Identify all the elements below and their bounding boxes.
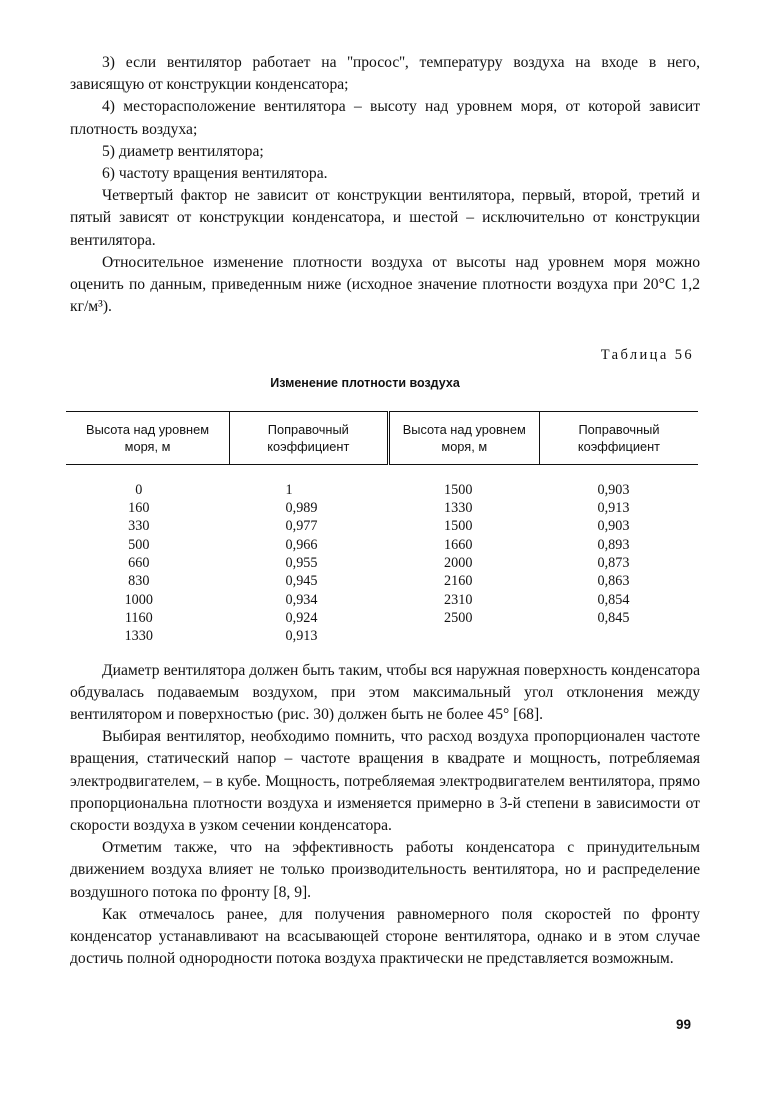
table-cell: 2160	[444, 573, 473, 590]
table-row	[66, 591, 698, 609]
table-cell: 0,945	[285, 573, 318, 590]
table-cell: 160	[128, 500, 150, 517]
header-coefficient-2: Поправочный коэффициент	[539, 411, 698, 464]
table-label: Таблица 56	[600, 347, 694, 364]
table-cell: 1330	[124, 628, 153, 645]
table-cell: 0,924	[285, 609, 318, 626]
header-coefficient-1: Поправочный коэффициент	[230, 411, 389, 464]
table-cell: 0,873	[597, 555, 630, 572]
table-cell: 830	[128, 573, 150, 590]
list-item-4	[70, 96, 700, 140]
list-item-text: диаметр вентилятора;	[118, 142, 264, 160]
table-cell: 2000	[444, 555, 473, 572]
table-cell: 1000	[124, 591, 153, 608]
table-body	[66, 464, 698, 645]
table-cell: 1	[285, 481, 293, 498]
list-item-number: 6)	[102, 165, 115, 183]
table-row	[66, 517, 698, 535]
table-row	[66, 464, 698, 499]
table-cell: 1500	[444, 481, 473, 498]
table-cell: 1660	[444, 536, 473, 553]
table-row	[66, 572, 698, 590]
density-table	[66, 411, 698, 646]
table-cell: 330	[128, 518, 150, 535]
table-caption: Изменение плотности воздуха	[270, 375, 460, 390]
page-content	[70, 52, 700, 970]
table-row	[66, 536, 698, 554]
list-item-text: месторасположение вентилятора – высоту над уровнем моря, от которой зависит плотность воздуха;	[70, 98, 701, 138]
table-cell: 0,977	[285, 518, 318, 535]
table-cell: 0,934	[285, 591, 318, 608]
table-cell: 660	[128, 555, 150, 572]
list-item-6	[70, 163, 700, 185]
table-cell: 0,903	[597, 518, 630, 535]
list-item-text: если вентилятор работает на ''просос'', температуру воздуха на входе в него, зависящую от конструкции конденсатора;	[70, 54, 700, 94]
table-cell	[539, 627, 698, 645]
list-item-number: 3)	[102, 54, 115, 71]
table-cell: 0	[135, 481, 143, 498]
table-cell: 2500	[444, 609, 473, 626]
page-number: 99	[676, 1017, 692, 1032]
table-cell: 2310	[444, 591, 473, 608]
table-cell: 0,893	[597, 536, 630, 553]
table-cell: 1330	[444, 500, 473, 517]
list-item-number: 5)	[102, 142, 115, 160]
paragraph-uniform: Как отмечалось ранее, для получения равномерного поля скоростей по фронту конденсатор устанавливают на всасывающей стороне вентилятора, однако и в этом случае достичь полной однородности потока воздуха практически не представляется возможным.	[70, 905, 700, 968]
table-cell: 1160	[124, 609, 153, 626]
table-cell: 0,863	[597, 573, 630, 590]
table-cell: 0,955	[285, 555, 318, 572]
paragraph-diameter: Диаметр вентилятора должен быть таким, чтобы вся наружная поверхность конденсатора обдувалась подаваемым воздухом, при этом максимальный угол отклонения между вентилятором и поверхностью (рис. 30) должен быть не более 45° [68].	[70, 661, 700, 723]
list-item-5	[70, 141, 700, 163]
table-cell: 1500	[444, 518, 473, 535]
table-cell	[388, 627, 539, 645]
table-cell: 0,845	[597, 609, 630, 626]
table-cell: 0,913	[597, 500, 630, 517]
table-cell: 500	[128, 536, 150, 553]
table-cell: 0,966	[285, 536, 318, 553]
header-altitude-1: Высота над уровнем моря, м	[66, 411, 230, 464]
list-item-text: частоту вращения вентилятора.	[118, 165, 328, 183]
paragraph-choose: Выбирая вентилятор, необходимо помнить, что расход воздуха пропорционален частоте вращения, статический напор – частоте вращения в квадрате и мощность, потребляемая электродвигателем, – в кубе. Мощность, потребляемая электродвигателем вентилятора, прямо пропорциональна плотности воздуха и изменяется примерно в 3-й степени в зависимости от скорости воздуха в узком сечении конденсатора.	[70, 728, 700, 834]
table-row	[66, 554, 698, 572]
table-row	[66, 609, 698, 627]
table-row	[66, 627, 698, 645]
table-cell: 0,989	[285, 500, 318, 517]
header-altitude-2: Высота над уровнем моря, м	[388, 411, 539, 464]
table-cell: 0,854	[597, 591, 630, 608]
table-row	[66, 499, 698, 517]
paragraph-density: Относительное изменение плотности воздуха от высоты над уровнем моря можно оценить по данным, приведенным ниже (исходное значение плотности воздуха при 20°C 1,2 кг/м³).	[70, 253, 700, 316]
table-header-row	[66, 411, 698, 464]
list-item-3	[70, 52, 700, 96]
paragraph-factors: Четвертый фактор не зависит от конструкции вентилятора, первый, второй, третий и пятый зависят от конструкции конденсатора, и шестой – исключительно от конструкции вентилятора.	[70, 187, 700, 249]
table-cell: 0,903	[597, 481, 630, 498]
paragraph-efficiency: Отметим также, что на эффективность работы конденсатора с принудительным движением воздуха влияет не только производительность вентилятора, но и распределение воздушного потока по фронту [8, 9].	[70, 839, 700, 901]
table-cell: 0,913	[285, 628, 318, 645]
list-item-number: 4)	[102, 98, 115, 116]
